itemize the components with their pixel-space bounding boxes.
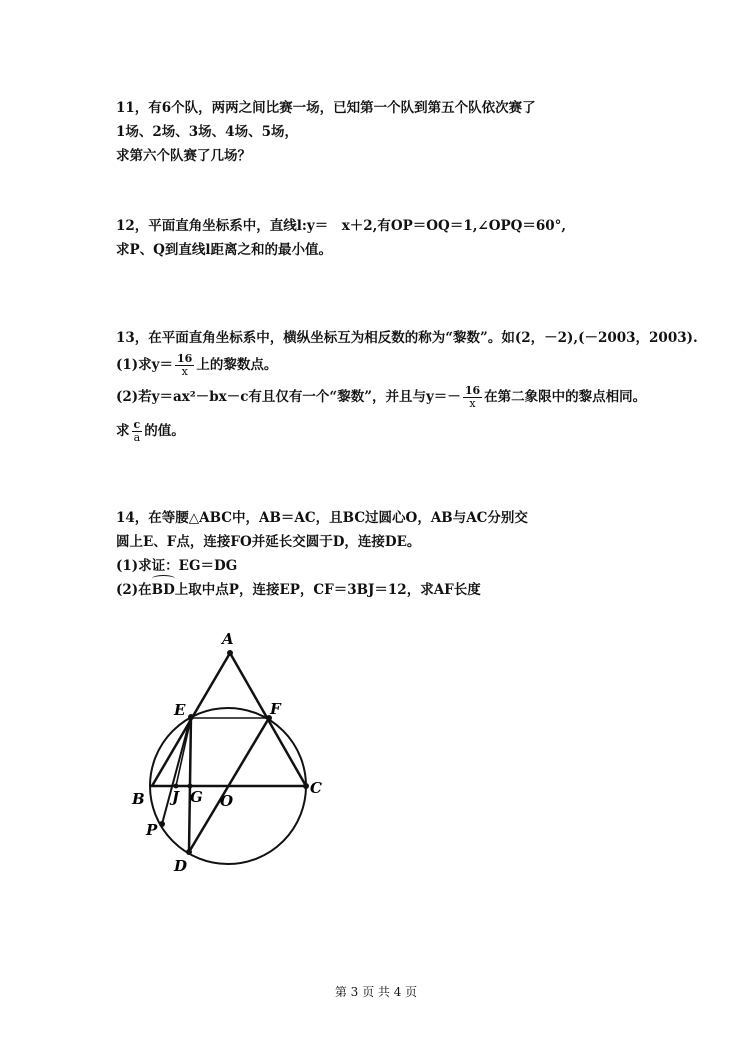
label-j: J xyxy=(172,788,180,806)
label-p: P xyxy=(146,821,158,839)
question-12-line-1: 12，平面直角坐标系中，直线l:y＝ x＋2,有OP＝OQ＝1,∠OPQ＝60°, xyxy=(116,218,567,234)
label-b: B xyxy=(132,790,145,808)
fraction-16-over-x xyxy=(175,353,194,378)
question-13-part-2 xyxy=(116,380,698,414)
question-14-line-4 xyxy=(116,578,528,602)
question-13-line-1: 13，在平面直角坐标系中，横纵坐标互为相反数的称为“黎数”。如(2，－2),(－2003，2003). xyxy=(116,330,698,346)
question-13-part-1 xyxy=(116,350,698,380)
question-11-line-1: 11，有6个队，两两之间比赛一场，已知第一个队到第五个队依次赛了 xyxy=(116,100,536,116)
question-14 xyxy=(116,506,528,602)
question-12 xyxy=(116,214,566,262)
label-o: O xyxy=(220,792,234,810)
question-14-line-3: (1)求证：EG＝DG xyxy=(116,558,238,574)
point-p xyxy=(159,821,165,827)
fraction-numerator: 16 xyxy=(464,384,481,397)
label-a: A xyxy=(222,630,234,648)
label-f: F xyxy=(270,700,281,718)
question-14-line-2: 圆上E、F点，连接FO并延长交圆于D，连接DE。 xyxy=(116,534,421,550)
point-a xyxy=(227,650,233,656)
label-c: C xyxy=(310,779,322,797)
segment-je xyxy=(176,718,191,786)
question-11 xyxy=(116,96,536,168)
fraction-numerator: 16 xyxy=(177,352,193,365)
question-11-line-3: 求第六个队赛了几场？ xyxy=(116,148,251,164)
question-13-part-2-suffix: 在第二象限中的黎点相同。 xyxy=(484,389,647,405)
label-d: D xyxy=(174,857,188,875)
question-13-part-2-prefix: (2)若y＝ax²－bx－c有且仅有一个“黎数”，并且与y＝－ xyxy=(116,389,461,405)
question-14-line-4-suffix: 上取中点P，连接EP，CF＝3BJ＝12，求AF长度 xyxy=(174,582,481,598)
fraction-numerator: c xyxy=(133,418,141,431)
arc-bd-notation: BD xyxy=(152,578,175,602)
fraction-denominator: x xyxy=(469,397,476,410)
question-14-line-4-prefix: (2)在 xyxy=(116,582,152,598)
label-g: G xyxy=(190,788,203,806)
fraction-16-over-x-negative xyxy=(463,385,482,410)
point-c xyxy=(303,783,309,789)
question-13-part-1-suffix: 上的黎数点。 xyxy=(196,357,278,373)
question-13 xyxy=(116,326,698,448)
question-13-part-1-prefix: (1)求y＝ xyxy=(116,357,174,373)
question-13-part-3 xyxy=(116,414,698,448)
question-13-part-3-suffix: 的值。 xyxy=(144,423,185,439)
question-11-line-2: 1场、2场、3场、4场、5场， xyxy=(116,124,298,140)
question-14-line-1: 14，在等腰△ABC中，AB＝AC，且BC过圆心O，AB与AC分别交 xyxy=(116,510,528,526)
fraction-denominator: a xyxy=(133,431,141,444)
page-footer: 第 3 页 共 4 页 xyxy=(334,985,418,999)
question-12-line-2: 求P、Q到直线l距离之和的最小值。 xyxy=(116,242,333,258)
question-13-part-3-prefix: 求 xyxy=(116,423,130,439)
label-e: E xyxy=(174,701,186,719)
fraction-c-over-a xyxy=(132,419,143,444)
point-d xyxy=(186,849,192,855)
fraction-denominator: x xyxy=(181,365,188,378)
geometry-figure xyxy=(128,625,338,875)
segment-ep xyxy=(162,716,191,824)
point-e xyxy=(188,714,194,720)
